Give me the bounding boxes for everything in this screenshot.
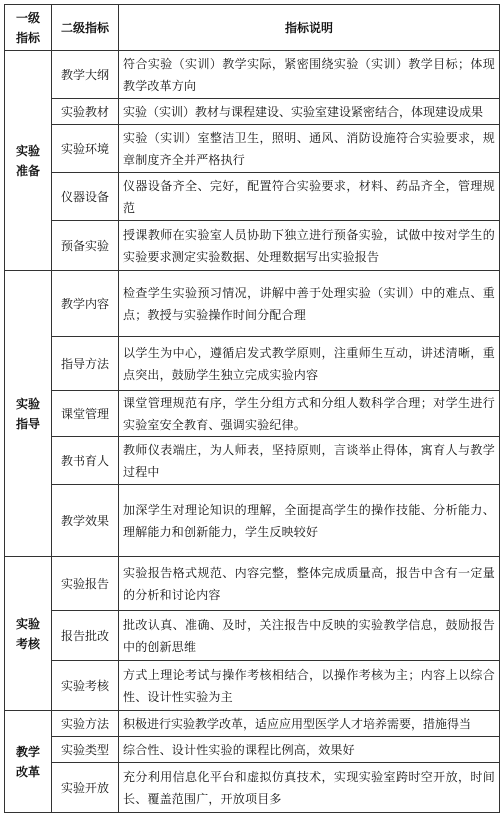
item-name: 指导方法 (52, 337, 119, 391)
item-name: 实验报告 (52, 557, 119, 611)
item-name: 教学效果 (52, 485, 119, 557)
item-desc: 积极进行实验教学改革，适应应用型医学人才培养需要，措施得当 (119, 711, 500, 737)
item-name: 实验环境 (52, 125, 119, 173)
header-desc: 指标说明 (119, 5, 500, 51)
item-desc: 符合实验（实训）教学实际，紧密围绕实验（实训）教学目标；体现教学改革方向 (119, 51, 500, 99)
group-name-assessment: 实验考核 (5, 557, 52, 711)
table-row (5, 611, 500, 661)
item-desc: 实验报告格式规范、内容完整，整体完成质量高，报告中含有一定量的分析和讨论内容 (119, 557, 500, 611)
item-desc: 教师仪表端庄，为人师表，坚持原则，言谈举止得体，寓育人与教学过程中 (119, 437, 500, 485)
item-desc: 方式上理论考试与操作考核相结合，以操作考核为主；内容上以综合性、设计性实验为主 (119, 661, 500, 711)
group-name-reform: 教学改革 (5, 711, 52, 813)
header-level2: 二级指标 (52, 5, 119, 51)
item-name: 教学内容 (52, 271, 119, 337)
item-desc: 仪器设备齐全、完好，配置符合实验要求，材料、药品齐全，管理规范 (119, 173, 500, 221)
group-name-guidance: 实验指导 (5, 271, 52, 557)
header-row (5, 5, 500, 51)
item-name: 预备实验 (52, 221, 119, 271)
item-desc: 加深学生对理论知识的理解，全面提高学生的操作技能、分析能力、理解能力和创新能力，学生反映较好 (119, 485, 500, 557)
item-desc: 批改认真、准确、及时，关注报告中反映的实验教学信息，鼓励报告中的创新思维 (119, 611, 500, 661)
item-desc: 课堂管理规范有序，学生分组方式和分组人数科学合理；对学生进行实验室安全教育、强调实验纪律。 (119, 391, 500, 437)
table-row (5, 391, 500, 437)
item-name: 实验考核 (52, 661, 119, 711)
item-desc: 检查学生实验预习情况，讲解中善于处理实验（实训）中的难点、重点；教授与实验操作时间分配合理 (119, 271, 500, 337)
item-name: 实验类型 (52, 737, 119, 763)
table-row (5, 711, 500, 737)
table-row (5, 173, 500, 221)
item-name: 课堂管理 (52, 391, 119, 437)
table-row (5, 99, 500, 125)
item-name: 实验教材 (52, 99, 119, 125)
table-row (5, 763, 500, 813)
group-name-preparation: 实验准备 (5, 51, 52, 271)
item-name: 教学大纲 (52, 51, 119, 99)
table-row (5, 437, 500, 485)
item-name: 实验方法 (52, 711, 119, 737)
table-row (5, 51, 500, 99)
item-desc: 充分利用信息化平台和虚拟仿真技术，实现实验室跨时空开放，时间长、覆盖范围广，开放项目多 (119, 763, 500, 813)
item-desc: 综合性、设计性实验的课程比例高，效果好 (119, 737, 500, 763)
table-row (5, 125, 500, 173)
item-desc: 实验（实训）教材与课程建设、实验室建设紧密结合，体现建设成果 (119, 99, 500, 125)
table-row (5, 221, 500, 271)
table-row (5, 271, 500, 337)
table-row (5, 557, 500, 611)
table-row (5, 661, 500, 711)
table-row (5, 737, 500, 763)
item-name: 仪器设备 (52, 173, 119, 221)
item-name: 报告批改 (52, 611, 119, 661)
header-level1: 一级指标 (5, 5, 52, 51)
item-name: 实验开放 (52, 763, 119, 813)
item-desc: 以学生为中心，遵循启发式教学原则，注重师生互动，讲述清晰，重点突出，鼓励学生独立完成实验内容 (119, 337, 500, 391)
indicator-table (4, 4, 500, 813)
table-row (5, 485, 500, 557)
table-row (5, 337, 500, 391)
item-desc: 实验（实训）室整洁卫生，照明、通风、消防设施符合实验要求，规章制度齐全并严格执行 (119, 125, 500, 173)
item-desc: 授课教师在实验室人员协助下独立进行预备实验，试做中按对学生的实验要求测定实验数据、处理数据写出实验报告 (119, 221, 500, 271)
item-name: 教书育人 (52, 437, 119, 485)
